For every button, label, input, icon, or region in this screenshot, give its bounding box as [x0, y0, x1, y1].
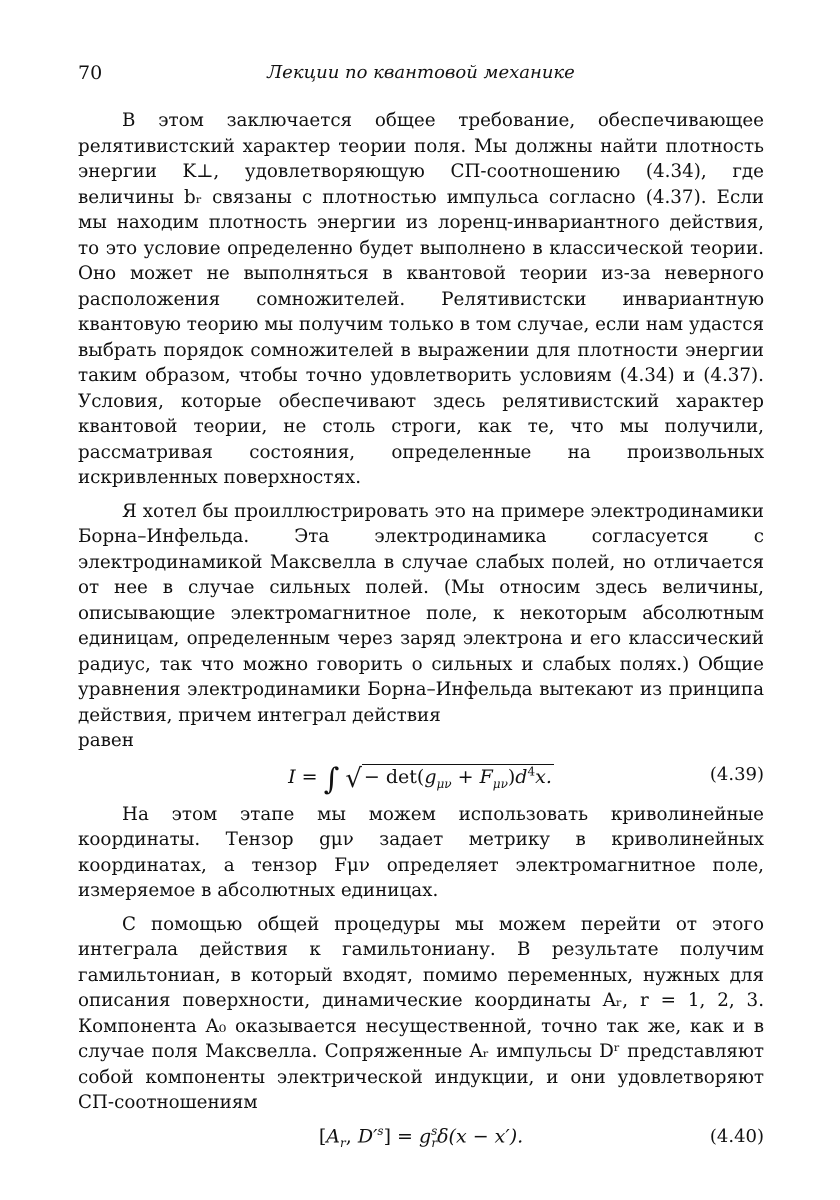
page: [78, 62, 764, 1164]
paragraph-3: На этом этапе мы можем использовать криволинейные координаты. Тензор gμν задает метрику в криволинейных координатах, а тензор Fμν определяет электромагнитное поле, измеряемое в абсолютных единицах.: [78, 803, 764, 901]
eq439-g-sub: μν: [436, 776, 452, 791]
running-head: [78, 62, 764, 92]
eq439-close: ): [507, 765, 516, 788]
eq440-g-sub: r: [431, 1135, 438, 1150]
eq439-d: d: [515, 765, 528, 788]
eq440-g: g: [419, 1124, 432, 1147]
eq439-plus: +: [451, 765, 480, 788]
paragraph-2-tail: равен: [78, 730, 134, 751]
eq439-F-sub: μν: [492, 776, 508, 791]
eq440-close: ] =: [383, 1124, 419, 1147]
eq440-A: A: [326, 1124, 340, 1147]
page-number: 70: [78, 62, 103, 84]
eq440-open: [: [318, 1124, 327, 1147]
book-title: Лекции по квантовой механике: [267, 62, 575, 83]
equation-4-39: [78, 756, 764, 796]
eq439-g: g: [424, 765, 437, 788]
paragraph-1: В этом заключается общее требование, обеспечивающее релятивистский характер теории поля. Мы должны найти плотность энергии K⊥, удовлетворяющую СП-соотношению (4.34), где величины bᵣ связаны с плотностью импульса согласно (4.37). Если мы находим плотность энергии из лоренц-инвариантного действия, то это условие определенно будет выполнено в классической теории. Оно может не выполняться в квантовой теории из-за неверного расположения сомножителей. Релятивистски инвариантную квантовую теорию мы получим только в том случае, если нам удастся выбрать порядок сомножителей в выражении для плотности энергии таким образом, чтобы точно удовлетворить условиям (4.34) и (4.37). Условия, которые обеспечивают здесь релятивистский характер квантовой теории, не столь строги, как те, что мы получили, рассматривая состояния, определенные на произвольных искривленных поверхностях.: [78, 110, 764, 488]
eq439-lhs: I =: [288, 765, 318, 788]
eq440-A-sub: r: [340, 1135, 346, 1150]
radicand: [362, 764, 554, 791]
equation-number-4-40: (4.40): [709, 1125, 764, 1147]
eq439-det: − det(: [363, 765, 425, 788]
equation-4-40: [78, 1118, 764, 1158]
integral-sign: ∫: [323, 761, 340, 797]
eq440-g-sup: s: [431, 1123, 438, 1138]
equation-number-4-39: (4.39): [709, 763, 764, 785]
eq439-d-sup: 4: [527, 764, 536, 779]
eq439-x: x.: [535, 765, 552, 788]
square-root: [345, 764, 554, 794]
eq440-D-sup: s: [377, 1123, 384, 1138]
eq440-delta: δ(x − x′).: [437, 1124, 524, 1147]
eq439-F: F: [479, 765, 493, 788]
equation-4-39-body: [78, 762, 764, 797]
paragraph-2: Я хотел бы проиллюстрировать это на примере электродинамики Борна–Инфельда. Эта электродинамика согласуется с электродинамикой Максвелла в случае слабых полей, но отличается от нее в случае сильных полей. (Мы относим здесь величины, описывающие электромагнитное поле, к некоторым абсолютным единицам, определенным через заряд электрона и его классический радиус, так что можно говорить о сильных и слабых полях.) Общие уравнения электродинамики Борна–Инфельда вытекают из принципа действия, причем интеграл действия: [78, 500, 764, 726]
paragraph-4: С помощью общей процедуры мы можем перейти от этого интеграла действия к гамильтониану. В результате получим гамильтониан, в который входят, помимо переменных, нужных для описания поверхности, динамические координаты Aᵣ, r = 1, 2, 3. Компонента A₀ оказывается несущественной, точно так же, как и в случае поля Максвелла. Сопряженные Aᵣ импульсы Dʳ представляют собой компоненты электрической индукции, и они удовлетворяют СП-соотношениям: [78, 913, 764, 1113]
eq440-D: D′: [357, 1124, 378, 1147]
eq440-comma: ,: [345, 1124, 358, 1147]
sqrt-sign-icon: √: [345, 763, 362, 794]
equation-4-40-body: [78, 1124, 764, 1150]
